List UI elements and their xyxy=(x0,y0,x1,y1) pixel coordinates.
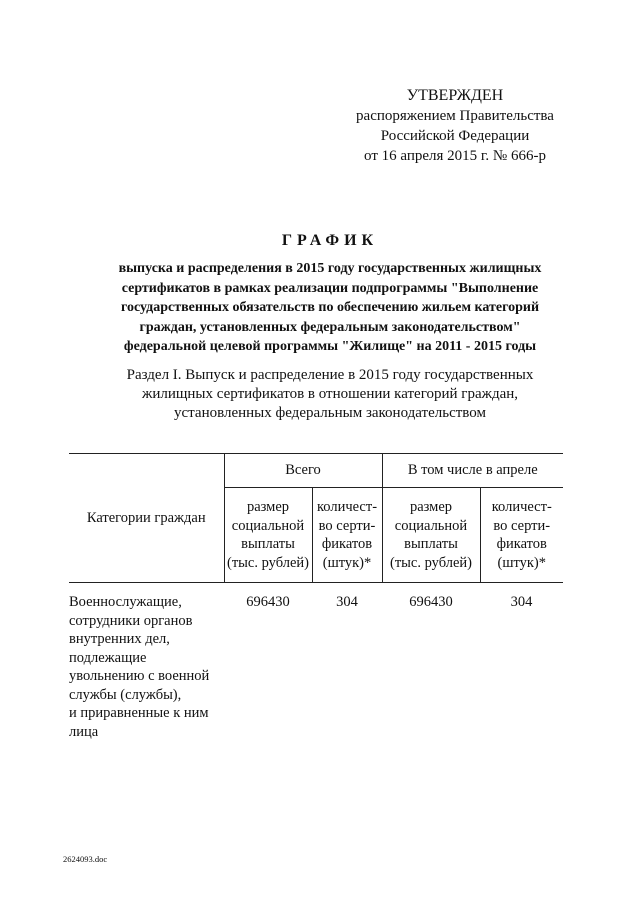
section-title xyxy=(60,366,600,423)
header-category-label: Категории граждан xyxy=(86,509,206,526)
category-line: внутренних дел, xyxy=(69,631,170,647)
total-payment-cell: 696430 xyxy=(246,594,290,610)
header-text: социальной xyxy=(394,517,468,534)
section-line: жилищных сертификатов в отношении категорий граждан, xyxy=(141,386,519,402)
subtitle-line: граждан, установленных федеральным законодательством" xyxy=(139,319,521,335)
header-april xyxy=(382,454,563,488)
header-text: выплаты xyxy=(404,536,458,552)
header-text: (штук)* xyxy=(497,554,546,571)
category-line: и приравненные к ним xyxy=(69,705,209,721)
header-text: во серти- xyxy=(318,517,376,534)
header-total xyxy=(224,454,382,488)
schedule-table xyxy=(69,453,563,741)
total-count-cell: 304 xyxy=(336,594,358,610)
approval-line: распоряжением Правительства xyxy=(356,108,554,124)
april-payment-cell: 696430 xyxy=(409,594,453,610)
subtitle-line: федеральной целевой программы "Жилище" на 2011 - 2015 годы xyxy=(123,339,537,354)
approval-date: от 16 апреля 2015 г. № 666-р xyxy=(364,148,546,164)
april-count-cell: 304 xyxy=(510,594,533,610)
header-text: количест- xyxy=(491,499,552,515)
header-text: фикатов xyxy=(496,536,547,552)
category-line: подлежащие xyxy=(69,649,147,666)
header-text: выплаты xyxy=(241,536,295,552)
header-text: размер xyxy=(246,499,290,515)
header-text: (штук)* xyxy=(322,554,372,571)
header-text: размер xyxy=(409,499,453,515)
header-text: фикатов xyxy=(321,536,373,552)
section-line: Раздел I. Выпуск и распределение в 2015 году государственных xyxy=(126,367,534,383)
document-subtitle xyxy=(60,259,600,357)
approval-line: Российской Федерации xyxy=(380,128,530,144)
approval-title: УТВЕРЖДЕН xyxy=(406,87,504,104)
subtitle-line: выпуска и распределения в 2015 году государственных жилищных xyxy=(118,261,542,276)
header-category xyxy=(69,454,224,583)
file-name: 2624093.doc xyxy=(63,854,108,864)
table-row xyxy=(69,583,563,742)
header-text: социальной xyxy=(231,517,305,534)
header-april-count xyxy=(480,488,563,583)
header-april-payment xyxy=(382,488,480,583)
section-line: установленных федеральным законодательством xyxy=(174,405,486,421)
header-text: количест- xyxy=(316,499,378,515)
category-line: увольнению с военной xyxy=(69,668,210,684)
header-april-label: В том числе в апреле xyxy=(407,462,538,479)
subtitle-line: сертификатов в рамках реализации подпрограммы "Выполнение xyxy=(121,280,539,296)
category-line: сотрудники органов xyxy=(69,612,193,629)
category-line: Военнослужащие, xyxy=(69,594,182,610)
header-total-payment xyxy=(224,488,312,583)
approval-block xyxy=(340,86,570,166)
document-heading: ГРАФИК xyxy=(281,232,379,249)
subtitle-line: государственных обязательств по обеспечению жильем категорий xyxy=(120,300,540,315)
header-total-label: Всего xyxy=(285,462,321,479)
category-line: службы (службы), xyxy=(69,686,182,703)
category-line: лица xyxy=(69,723,99,740)
header-total-count xyxy=(312,488,382,583)
header-text: (тыс. рублей) xyxy=(227,554,309,571)
header-text: во серти- xyxy=(493,517,551,534)
header-text: (тыс. рублей) xyxy=(390,554,472,571)
category-cell xyxy=(69,583,224,742)
